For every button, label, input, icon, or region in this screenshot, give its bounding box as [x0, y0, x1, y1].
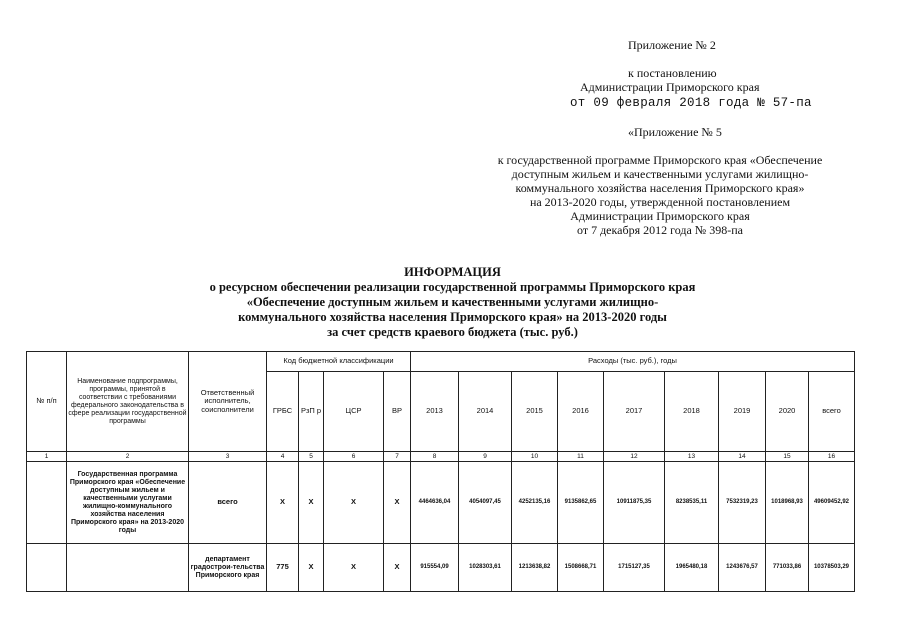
header-num — [27, 352, 67, 452]
program-ref-line: доступным жильем и качественными услугами жилищно- — [511, 167, 809, 181]
row-csr: X — [324, 462, 384, 544]
header-vr: ВР — [384, 372, 411, 452]
appendix-5: «Приложение № 5 — [628, 125, 722, 139]
header-expenses-label: Расходы (тыс. руб.), годы — [588, 356, 677, 366]
header-year: 2020 — [766, 372, 809, 452]
column-number: 16 — [809, 452, 855, 462]
header-expenses — [411, 352, 855, 372]
table-row — [27, 544, 855, 592]
row-rzpr: X — [299, 544, 324, 592]
header-name-label: Наименование подпрограммы, программы, принятой в соответствии с требованиями федерального законодательства в сфере реализации государственной программы — [68, 377, 187, 425]
program-ref-line: от 7 декабря 2012 года № 398-па — [576, 223, 744, 237]
column-number: 10 — [512, 452, 558, 462]
row-num — [27, 462, 67, 544]
column-number: 8 — [411, 452, 459, 462]
header-kbk-label: Код бюджетной классификации — [283, 356, 394, 366]
header-year: 2015 — [512, 372, 558, 452]
row-name — [67, 544, 189, 592]
resolution-date: от 09 февраля 2018 года № 57-па — [570, 96, 812, 110]
header-grbs: ГРБС — [267, 372, 299, 452]
table-row — [27, 462, 855, 544]
column-number: 13 — [665, 452, 719, 462]
header-name — [67, 352, 189, 452]
header-num-label: № п/п — [36, 396, 57, 406]
row-executor: всего — [189, 462, 267, 544]
to-resolution: к постановлению — [628, 66, 717, 80]
row-csr: X — [324, 544, 384, 592]
header-executor-label: Ответственный исполнитель, соисполнители — [200, 387, 255, 414]
header-year: 2019 — [719, 372, 766, 452]
title-line: «Обеспечение доступным жильем и качественными услугами жилищно- — [246, 295, 659, 309]
resource-table — [26, 351, 855, 592]
row-vr: X — [384, 544, 411, 592]
column-number-row — [27, 452, 855, 462]
column-number: 2 — [67, 452, 189, 462]
resource-table-wrap — [26, 351, 855, 592]
header-year: 2013 — [411, 372, 459, 452]
document-title — [0, 265, 905, 340]
column-number: 14 — [719, 452, 766, 462]
row-value: 4054097,45 — [459, 462, 512, 544]
header-year-total: всего — [809, 372, 855, 452]
title-line: коммунального хозяйства населения Приморского края» на 2013-2020 годы — [238, 310, 667, 324]
administration: Администрации Приморского края — [580, 80, 760, 94]
program-ref-line: Администрации Приморского края — [570, 209, 750, 223]
column-number: 11 — [558, 452, 604, 462]
row-value: 1028303,61 — [459, 544, 512, 592]
row-vr: X — [384, 462, 411, 544]
title-line: о ресурсном обеспечении реализации государственной программы Приморского края — [209, 280, 696, 294]
row-value: 9135862,65 — [558, 462, 604, 544]
program-reference — [480, 153, 840, 237]
header-csr: ЦСР — [324, 372, 384, 452]
row-name: Государственная программа Приморского края «Обеспечение доступным жильем и качественными услугами жилищно-коммунального хозяйства населения Приморского края» на 2013-2020 годы — [67, 462, 189, 544]
program-ref-line: коммунального хозяйства населения Приморского края» — [515, 181, 805, 195]
row-value: 1715127,35 — [604, 544, 665, 592]
row-total: 49609452,92 — [809, 462, 855, 544]
row-value: 4252135,16 — [512, 462, 558, 544]
program-ref-line: к государственной программе Приморского края «Обеспечение — [497, 153, 823, 167]
row-value: 8238535,11 — [665, 462, 719, 544]
row-num — [27, 544, 67, 592]
column-number: 12 — [604, 452, 665, 462]
header-executor — [189, 352, 267, 452]
row-value: 1243676,57 — [719, 544, 766, 592]
column-number: 15 — [766, 452, 809, 462]
row-rzpr: X — [299, 462, 324, 544]
title-line: за счет средств краевого бюджета (тыс. руб.) — [327, 325, 578, 339]
column-number: 1 — [27, 452, 67, 462]
row-total: 10378503,29 — [809, 544, 855, 592]
row-value: 915554,09 — [411, 544, 459, 592]
header-year: 2016 — [558, 372, 604, 452]
header-year: 2017 — [604, 372, 665, 452]
row-value: 771033,86 — [766, 544, 809, 592]
row-grbs: X — [267, 462, 299, 544]
row-value: 10911875,35 — [604, 462, 665, 544]
column-number: 3 — [189, 452, 267, 462]
program-ref-line: на 2013-2020 годы, утвержденной постановлением — [529, 195, 791, 209]
header-rzpr: РзП р — [299, 372, 324, 452]
column-number: 4 — [267, 452, 299, 462]
row-value: 4464636,04 — [411, 462, 459, 544]
title-heading: ИНФОРМАЦИЯ — [404, 265, 501, 279]
row-executor: департамент градострои-тельства Приморского края — [189, 544, 267, 592]
column-number: 5 — [299, 452, 324, 462]
row-value: 1965480,18 — [665, 544, 719, 592]
row-value: 7532319,23 — [719, 462, 766, 544]
row-grbs: 775 — [267, 544, 299, 592]
column-number: 6 — [324, 452, 384, 462]
column-number: 9 — [459, 452, 512, 462]
appendix-number: Приложение № 2 — [628, 38, 716, 52]
header-year: 2018 — [665, 372, 719, 452]
header-kbk — [267, 352, 411, 372]
row-value: 1213638,82 — [512, 544, 558, 592]
header-year: 2014 — [459, 372, 512, 452]
column-number: 7 — [384, 452, 411, 462]
row-value: 1508668,71 — [558, 544, 604, 592]
row-value: 1018968,93 — [766, 462, 809, 544]
